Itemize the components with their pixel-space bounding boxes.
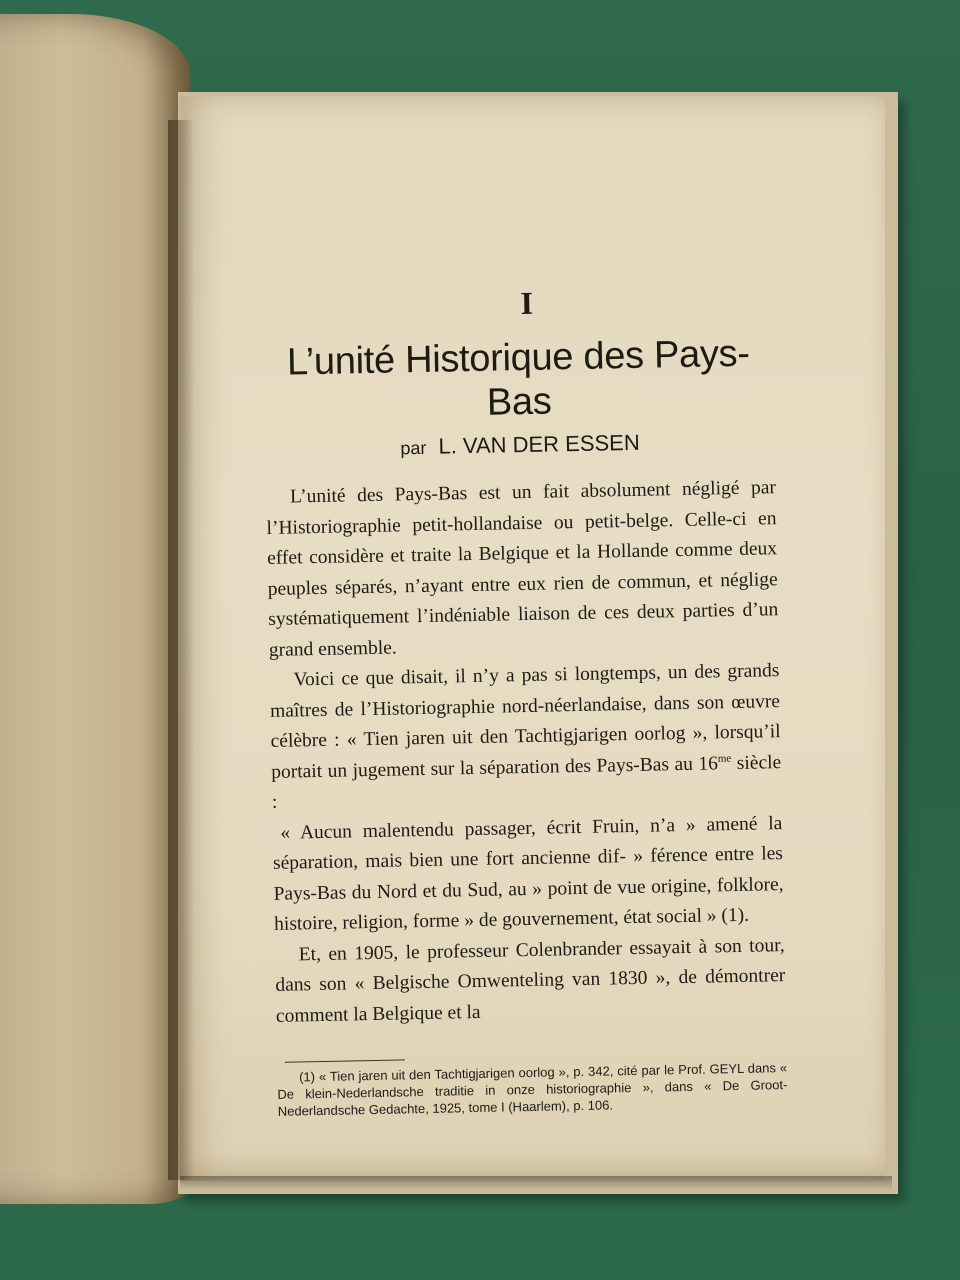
left-page xyxy=(0,14,190,1204)
book-gutter xyxy=(168,120,194,1180)
footnote: (1) « Tien jaren uit den Tachtigjarigen oorlog », p. 342, cité par le Prof. GEYL dans « De klein-Nederlandsche traditie in onze historiographie », dans « De Groot-Nederlandsche Gedachte, 1925, tome I (Haarlem), p. 106. xyxy=(277,1060,788,1119)
page-shadow xyxy=(180,1176,892,1190)
paragraph-3: Et, en 1905, le professeur Colenbrander essayait à son tour, dans son « Belgische Omwenteling van 1830 », de démontrer comment la Belgique et la xyxy=(275,934,786,1027)
quotation: « Aucun malentendu passager, écrit Fruin, n’a » amené la séparation, mais bien une fort ancienne dif- » férence entre les Pays-Bas du Nord et du Sud, au » point de vue origine, folklore, histoire, religion, forme » de gouvernement, état social » (1). xyxy=(272,812,784,935)
author-name: L. VAN DER ESSEN xyxy=(438,429,640,459)
paragraph-2-text: Voici ce que disait, il n’y a pas si longtemps, un des grands maîtres de l’Historiographie nord-néerlandaise, dans son œuvre célèbre : « Tien jaren uit den Tachtigjarigen oorlog », lorsqu’il portait un jugement sur la séparation des Pays-Bas au 16 xyxy=(269,660,781,783)
paragraph-2-tail: siècle : xyxy=(271,751,782,813)
byline xyxy=(265,427,775,463)
chapter-title: L’unité Historique des Pays-Bas xyxy=(286,332,751,424)
superscript-me: me xyxy=(717,752,732,765)
chapter-number: I xyxy=(520,284,535,322)
byline-prefix: par xyxy=(400,437,427,459)
page-text xyxy=(262,280,788,1120)
paragraph-2 xyxy=(269,656,782,818)
footnote-divider xyxy=(285,1059,405,1062)
paragraph-1: L’unité des Pays-Bas est un fait absolument négligé par l’Historiographie petit-hollandaise ou petit-belge. Celle-ci en effet considère et traite la Belgique et la Hollande comme deux peuples séparés, n’ayant entre eux rien de commun, et néglige systématiquement l’indéniable liaison de ces deux parties d’un grand ensemble. xyxy=(266,477,779,661)
